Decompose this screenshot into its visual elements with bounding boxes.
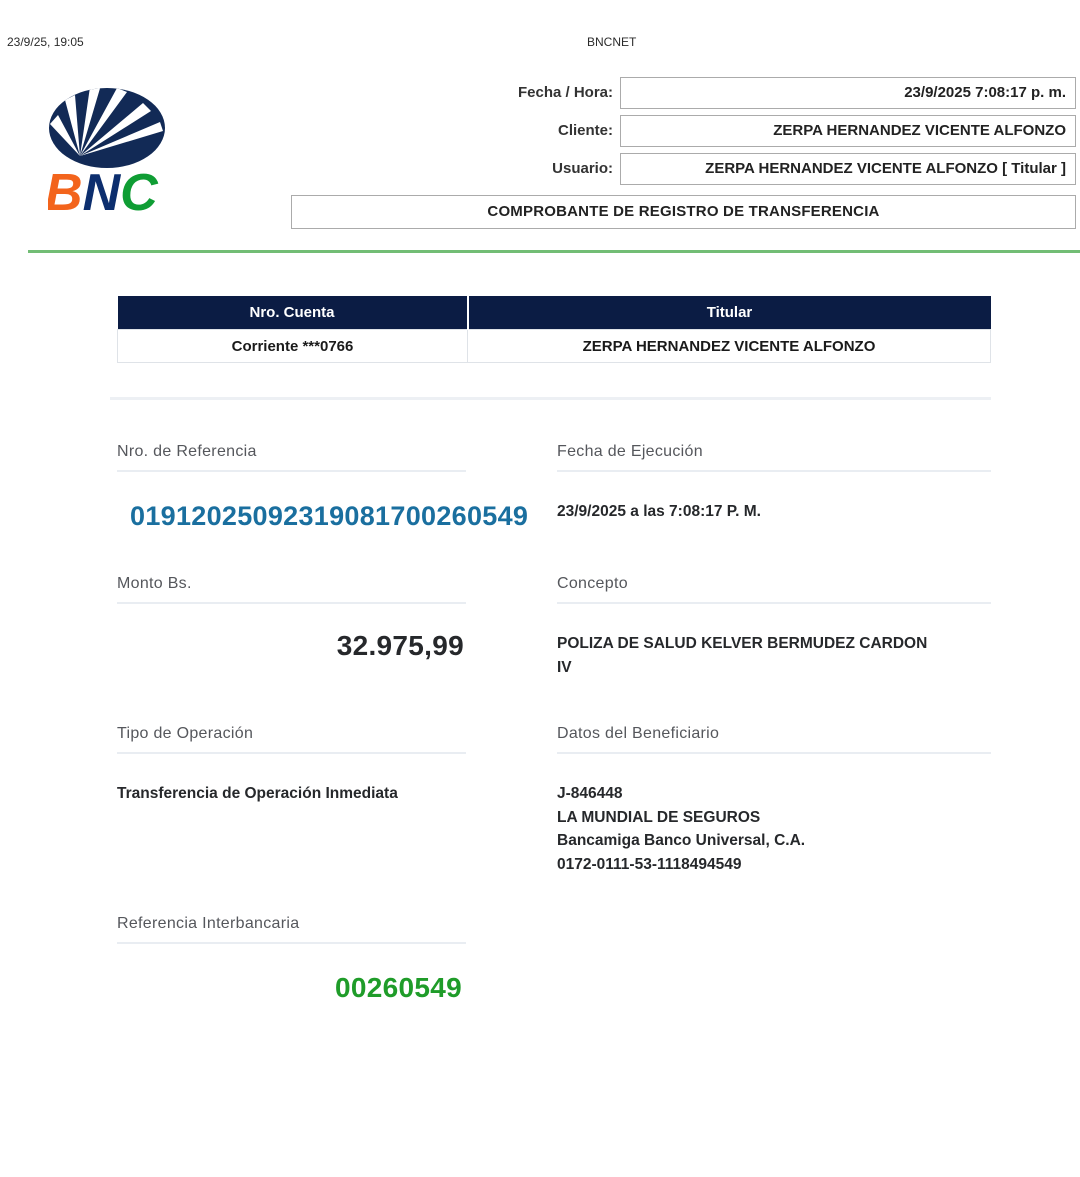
monto-label: Monto Bs.	[117, 575, 466, 604]
concepto-label: Concepto	[557, 575, 991, 604]
beneficiario-rif: J-846448	[557, 785, 623, 802]
beneficiario-nombre: LA MUNDIAL DE SEGUROS	[557, 808, 761, 826]
fecha-hora-value-box	[620, 77, 1076, 109]
fecha-ejecucion-value: 23/9/2025 a las 7:08:17 P. M.	[557, 503, 761, 520]
field-datos-beneficiario	[557, 725, 991, 876]
fecha-hora-value: 23/9/2025 7:08:17 p. m.	[904, 84, 1066, 101]
logo-letter-n: N	[82, 164, 121, 218]
concepto-value	[557, 632, 991, 679]
field-concepto	[557, 575, 991, 679]
monto-value: 32.975,99	[336, 630, 464, 661]
column-header-titular: Titular	[468, 296, 991, 330]
tipo-operacion-label: Tipo de Operación	[117, 725, 466, 754]
cell-nro-cuenta: Corriente ***0766	[118, 330, 468, 363]
receipt-title: COMPROBANTE DE REGISTRO DE TRANSFERENCIA	[291, 195, 1076, 229]
table-row	[118, 330, 991, 363]
logo-letter-c: C	[120, 164, 158, 218]
field-referencia-interbancaria	[117, 915, 466, 1004]
cliente-label: Cliente:	[557, 122, 613, 139]
section-divider	[110, 397, 991, 400]
cliente-value-box	[620, 115, 1076, 147]
column-header-nro-cuenta: Nro. Cuenta	[118, 296, 468, 330]
cell-titular: ZERPA HERNANDEZ VICENTE ALFONZO	[468, 330, 991, 363]
nro-referencia-label: Nro. de Referencia	[117, 443, 466, 472]
concepto-line: IV	[557, 658, 572, 676]
beneficiario-banco: Bancamiga Banco Universal, C.A.	[557, 832, 806, 849]
header-field-usuario	[0, 153, 1080, 185]
fecha-hora-label: Fecha / Hora:	[517, 84, 613, 101]
account-table-header-row	[118, 296, 991, 330]
account-table	[117, 296, 991, 363]
referencia-interbancaria-label: Referencia Interbancaria	[117, 915, 466, 944]
reference-number: 01912025092319081700260549	[130, 501, 529, 531]
field-tipo-operacion	[117, 725, 466, 806]
print-timestamp: 23/9/25, 19:05	[7, 35, 84, 49]
green-divider	[28, 250, 1080, 253]
beneficiario-value	[557, 782, 991, 876]
usuario-label: Usuario:	[552, 160, 613, 177]
cliente-value: ZERPA HERNANDEZ VICENTE ALFONZO	[773, 122, 1066, 139]
fecha-ejecucion-label: Fecha de Ejecución	[557, 443, 991, 472]
field-monto	[117, 575, 466, 662]
print-page-title: BNCNET	[587, 35, 637, 49]
usuario-value: ZERPA HERNANDEZ VICENTE ALFONZO [ Titular ]	[705, 160, 1066, 177]
logo-letter-b: B	[48, 164, 83, 218]
header-field-cliente	[0, 115, 1080, 147]
beneficiario-cuenta: 0172-0111-53-1118494549	[557, 855, 742, 873]
usuario-value-box	[620, 153, 1076, 185]
header-field-fecha-hora	[0, 77, 1080, 109]
concepto-line: POLIZA DE SALUD KELVER BERMUDEZ CARDON	[557, 635, 928, 652]
field-nro-referencia	[117, 443, 529, 532]
datos-beneficiario-label: Datos del Beneficiario	[557, 725, 991, 754]
tipo-operacion-value: Transferencia de Operación Inmediata	[117, 785, 398, 802]
referencia-interbancaria-value: 00260549	[335, 972, 462, 1003]
field-fecha-ejecucion	[557, 443, 991, 524]
